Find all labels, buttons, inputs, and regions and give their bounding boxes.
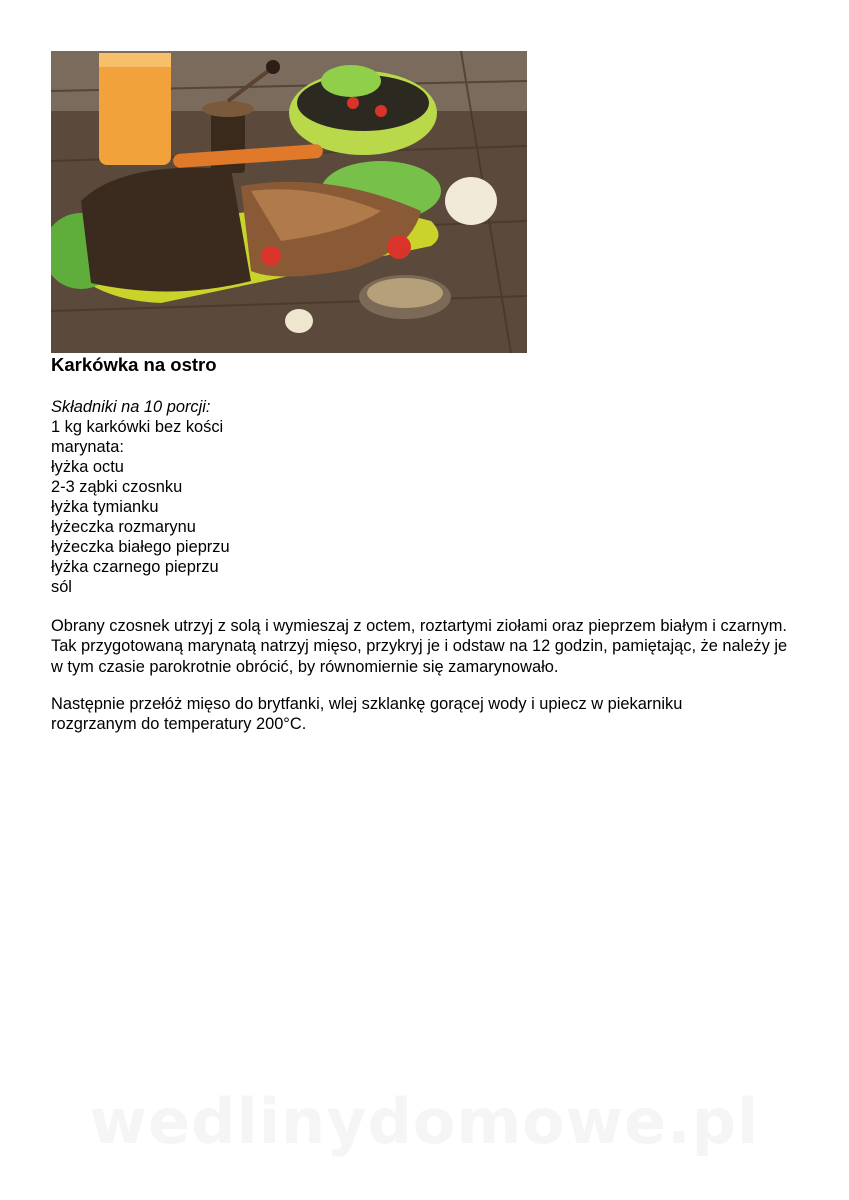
ingredient-item: łyżeczka białego pieprzu bbox=[51, 538, 230, 556]
instructions-paragraph-2: Następnie przełóż mięso do brytfanki, wlej szklankę gorącej wody i upiecz w piekarniku rozgrzanym do temperatury 200°C. bbox=[51, 695, 683, 734]
ingredient-item: łyżka octu bbox=[51, 458, 124, 476]
ingredient-item: 2-3 ząbki czosnku bbox=[51, 478, 183, 496]
ingredient-item: marynata: bbox=[51, 438, 124, 456]
ingredients-list bbox=[51, 397, 230, 597]
ingredients-heading: Składniki na 10 porcji: bbox=[51, 398, 211, 416]
site-watermark: wedlinydomowe.pl bbox=[89, 1085, 760, 1158]
recipe-photo bbox=[51, 51, 527, 353]
ingredient-item: łyżeczka rozmarynu bbox=[51, 518, 196, 536]
instructions-paragraph-1: Obrany czosnek utrzyj z solą i wymieszaj z octem, roztartymi ziołami oraz pieprzem białym i czarnym. Tak przygotowaną marynatą natrzyj mięso, przykryj je i odstaw na 12 godzin, pamiętając, że należy je w tym czasie parokrotnie obrócić, by równomiernie się zamarynowało. bbox=[51, 617, 788, 676]
ingredient-item: łyżka tymianku bbox=[51, 498, 159, 516]
ingredient-item: 1 kg karkówki bez kości bbox=[51, 418, 224, 436]
ingredient-item: sól bbox=[51, 578, 72, 596]
recipe-title: Karkówka na ostro bbox=[51, 354, 217, 375]
ingredient-item: łyżka czarnego pieprzu bbox=[51, 558, 219, 576]
